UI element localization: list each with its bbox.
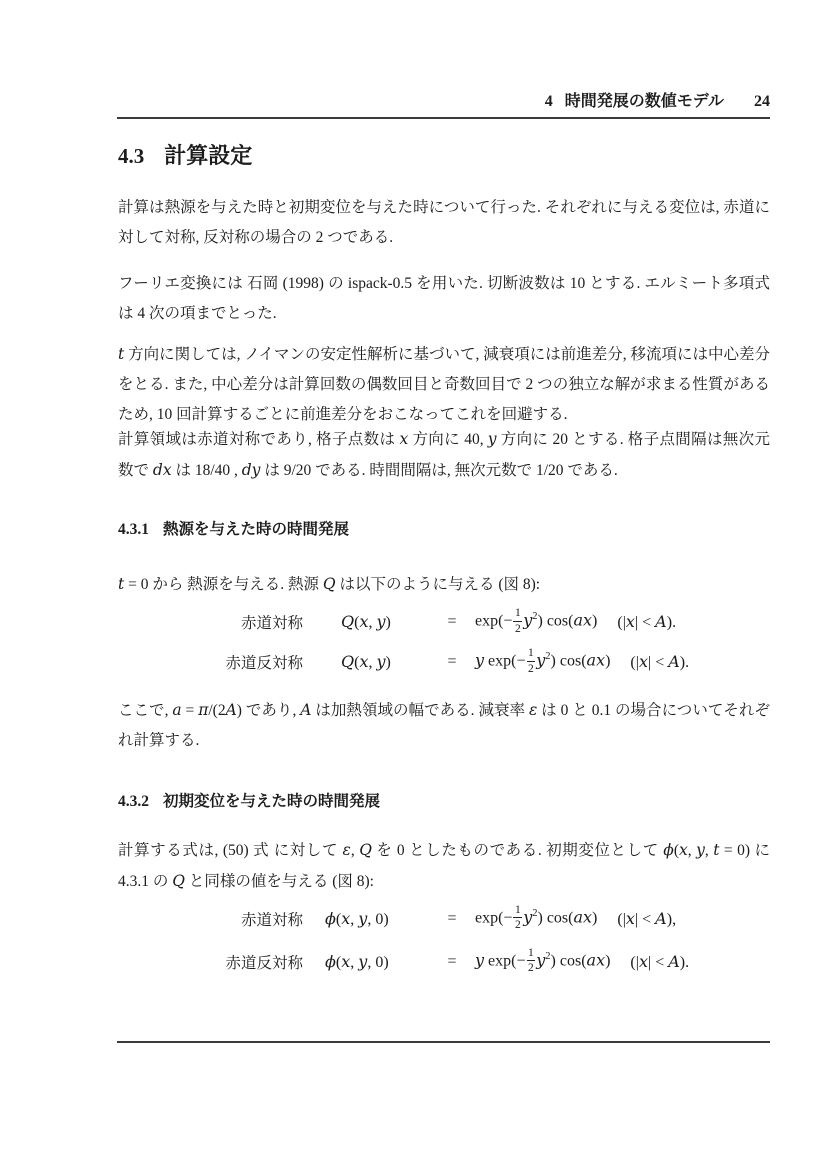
paragraph-heat-source-intro: t = 0 から 熱源を与える. 熱源 Q は以下のように与える (図 8): bbox=[118, 575, 541, 593]
subsection-title: 熱源を与えた時の時間発展 bbox=[163, 521, 350, 538]
paragraph-initial-displacement-intro: 計算する式は, (50) 式 に対して ε, Q を 0 としたものである. 初期変位として ϕ(x, y, t = 0) に 4.3.1 の Q と同様の値を与える (図 8): bbox=[118, 841, 771, 890]
equals-sign: = bbox=[447, 909, 457, 927]
equation-label: 赤道反対称 bbox=[225, 954, 303, 972]
header-page-number: 24 bbox=[754, 93, 770, 110]
equation-rhs: exp(− $\frac{1}{2}$ $y^2$) cos(ax) bbox=[475, 607, 598, 635]
equation-condition: (|x| < A). bbox=[630, 652, 690, 671]
equation-block-heat-source bbox=[118, 602, 770, 682]
equation-rhs: exp(− $\frac{1}{2}$ $y^2$) cos(ax) bbox=[475, 903, 598, 931]
subsection-heading-432 bbox=[118, 789, 380, 811]
equation-condition: (|x| < A). bbox=[617, 612, 677, 631]
paragraph-fourier-transform: フーリエ変換には 石岡 (1998) の ispack-0.5 を用いた. 切断波数は 10 とする. エルミート多項式は 4 次の項までとった. bbox=[118, 275, 770, 322]
equation-lhs: ϕ(x, y, 0) bbox=[325, 951, 389, 971]
page-header bbox=[118, 88, 770, 111]
equation-condition: (|x| < A). bbox=[630, 951, 690, 971]
section-number: 4.3 bbox=[118, 144, 145, 168]
paragraph-parameters: ここで, a = π/(2A) であり, A は加熱領域の幅である. 減衰率 ε は 0 と 0.1 の場合についてそれぞれ計算する. bbox=[118, 701, 770, 749]
header-section-title: 時間発展の数値モデル bbox=[564, 93, 724, 110]
equation-lhs: Q(x, y) bbox=[341, 612, 391, 631]
subsection-title: 初期変位を与えた時の時間発展 bbox=[163, 793, 381, 810]
equation-lhs: ϕ(x, y, 0) bbox=[325, 908, 389, 928]
section-title: 計算設定 bbox=[164, 143, 253, 168]
equals-sign: = bbox=[447, 952, 457, 970]
equation-row-symmetric bbox=[118, 897, 770, 940]
equals-sign: = bbox=[447, 653, 457, 670]
header-rule bbox=[117, 117, 770, 119]
equation-block-initial-displacement bbox=[118, 897, 770, 983]
paragraph-grid-settings: 計算領域は赤道対称であり, 格子点数は x 方向に 40, y 方向に 20 とする. 格子点間隔は無次元数で dx は 18/40 , dy は 9/20 である. 時間間隔は, 無次元数で 1/20 である. bbox=[118, 430, 770, 479]
equation-condition: (|x| < A), bbox=[617, 908, 677, 928]
equation-label: 赤道反対称 bbox=[225, 655, 303, 672]
equals-sign: = bbox=[447, 613, 457, 630]
section-heading bbox=[118, 139, 252, 170]
header-section-number: 4 bbox=[544, 93, 553, 110]
equation-row-symmetric bbox=[118, 602, 770, 642]
equation-row-antisymmetric bbox=[118, 940, 770, 983]
equation-rhs: y exp(− $\frac{1}{2}$ $y^2$) cos(ax) bbox=[475, 647, 611, 675]
equation-lhs: Q(x, y) bbox=[341, 652, 391, 671]
subsection-number: 4.3.2 bbox=[118, 793, 149, 810]
equation-label: 赤道対称 bbox=[240, 615, 303, 632]
footer-rule bbox=[117, 1041, 770, 1043]
subsection-heading-431 bbox=[118, 517, 349, 539]
subsection-number: 4.3.1 bbox=[118, 521, 149, 538]
equation-label: 赤道対称 bbox=[240, 911, 303, 929]
paragraph-time-differencing: t 方向に関しては, ノイマンの安定性解析に基づいて, 減衰項には前進差分, 移流項には中心差分をとる. また, 中心差分は計算回数の偶数回目と奇数回目で 2 つの独立な解が求まる性質があるため, 10 回計算するごとに前進差分をおこなってこれを回避する. bbox=[118, 345, 770, 423]
paragraph-computation-overview: 計算は熱源を与えた時と初期変位を与えた時について行った. それぞれに与える変位は, 赤道に対して対称, 反対称の場合の 2 つである. bbox=[118, 199, 770, 246]
equation-row-antisymmetric bbox=[118, 642, 770, 682]
equation-rhs: y exp(− $\frac{1}{2}$ $y^2$) cos(ax) bbox=[475, 946, 611, 974]
